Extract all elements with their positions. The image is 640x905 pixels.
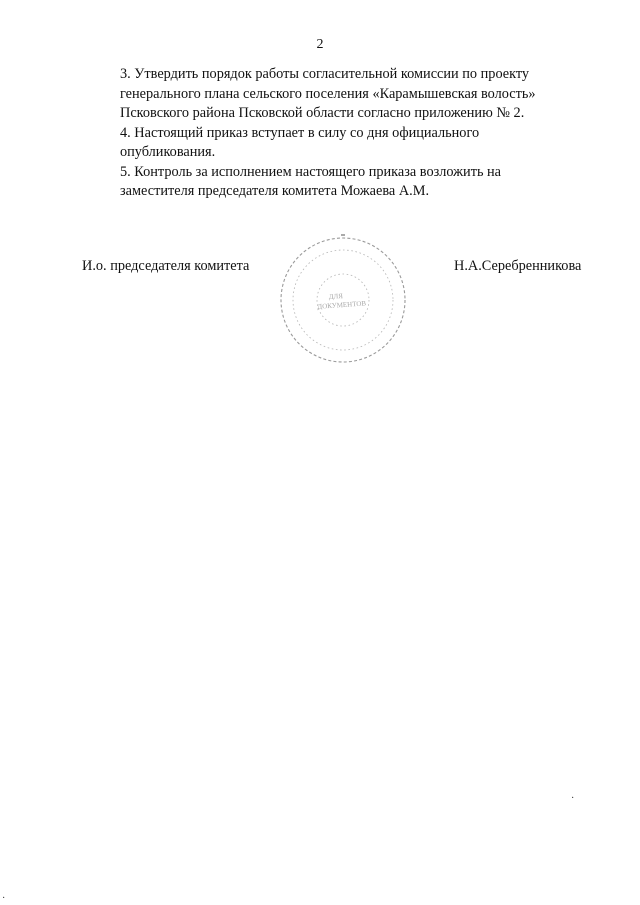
scan-speck: ·: [571, 793, 575, 804]
paragraph-line: 4. Настоящий приказ вступает в силу со дня официального: [120, 124, 480, 141]
paragraph-line: генерального плана сельского поселения «Карамышевская волость»: [120, 85, 536, 102]
paragraph-line: 3. Утвердить порядок работы согласительной комиссии по проекту: [120, 66, 530, 82]
paragraph-line: заместителя председателя комитета Можаева А.М.: [120, 183, 430, 199]
signatory-name: Н.А.Серебренникова: [454, 258, 582, 274]
page-number: 2: [316, 37, 324, 52]
paragraph-line: Псковского района Псковской области согласно приложению № 2.: [120, 105, 525, 121]
document-body: [82, 65, 596, 202]
scan-speck: ·: [2, 893, 6, 904]
paragraph-4: [82, 124, 596, 163]
signatory-position: И.о. председателя комитета: [82, 258, 250, 274]
seal-outer-ring: [281, 238, 405, 362]
paragraph-5: [82, 163, 596, 202]
paragraph-line: 5. Контроль за исполнением настоящего приказа возложить на: [120, 163, 502, 180]
official-seal-stamp: [275, 234, 411, 366]
paragraph-line: опубликования.: [120, 144, 216, 160]
seal-center-text-line2: ДОКУМЕНТОВ: [317, 299, 367, 311]
seal-center-text-line1: ДЛЯ: [328, 292, 344, 301]
seal-inner-ring: [293, 250, 393, 350]
paragraph-3: [82, 65, 596, 124]
